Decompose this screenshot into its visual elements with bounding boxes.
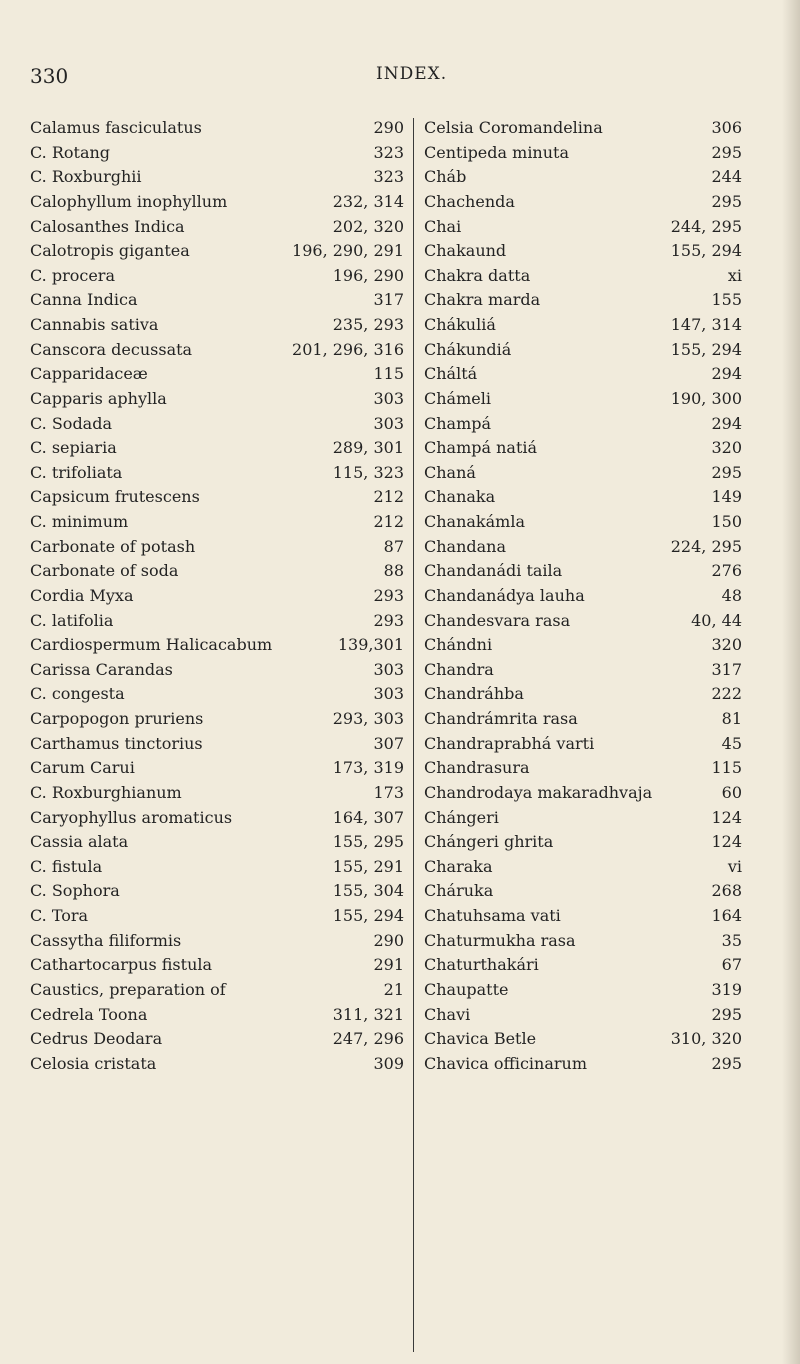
index-term: Charaka [424, 856, 493, 876]
index-page-refs: 307 [373, 733, 404, 753]
index-page-refs: 306 [711, 118, 742, 137]
index-page-refs: 155, 291 [332, 856, 404, 876]
index-page-refs: 202, 320 [332, 216, 404, 236]
index-page-refs: 155, 294 [332, 906, 404, 925]
index-page-refs: 150 [711, 512, 742, 531]
index-term: Canna Indica [30, 290, 138, 310]
index-term: Chaupatte [424, 979, 509, 999]
index-page-refs: 323 [373, 167, 404, 187]
index-term: Chanaka [424, 487, 496, 507]
index-page-refs: 291 [373, 955, 404, 975]
index-term: Chandra [424, 659, 494, 679]
index-entry [30, 806, 404, 831]
index-entry [30, 510, 404, 535]
index-page-refs: 309 [373, 1053, 404, 1073]
page-number: 330 [30, 64, 69, 88]
index-page-refs: 21 [383, 979, 404, 999]
index-entry [30, 756, 404, 781]
index-entry [424, 338, 742, 363]
index-term: Calophyllum inophyllum [30, 191, 228, 211]
index-term: Chandrámrita rasa [424, 709, 578, 728]
index-term: Carum Carui [30, 758, 135, 778]
index-column-left [30, 116, 404, 1076]
index-term: Caustics, preparation of [30, 979, 226, 999]
index-page-refs: 173, 319 [332, 758, 404, 778]
index-entry [30, 707, 404, 732]
index-term: Chaturmukha rasa [424, 930, 576, 950]
index-page-refs: 201, 296, 316 [292, 339, 404, 359]
index-page-refs: 303 [373, 388, 404, 408]
running-head: INDEX. [376, 64, 448, 84]
index-page-refs: 295 [711, 142, 742, 162]
index-entry [424, 953, 742, 978]
index-term: Cassia alata [30, 832, 129, 852]
index-term: Calotropis gigantea [30, 241, 190, 261]
index-page-refs: 124 [711, 807, 742, 827]
index-term: C. Roxburghianum [30, 782, 182, 802]
index-page-refs: 268 [711, 881, 742, 901]
index-column-right [424, 116, 742, 1076]
index-entry [424, 756, 742, 781]
index-term: C. Roxburghii [30, 167, 142, 187]
index-page-refs: 303 [373, 659, 404, 679]
index-page-refs: 317 [711, 659, 742, 679]
index-entry [30, 436, 404, 461]
index-page-refs: 293 [373, 585, 404, 605]
index-term: C. latifolia [30, 610, 114, 630]
index-entry [30, 1003, 404, 1028]
index-page-refs: 173 [373, 782, 404, 802]
index-term: C. Rotang [30, 142, 111, 162]
index-page-refs: 320 [711, 438, 742, 458]
index-term: Cedrela Toona [30, 1004, 148, 1024]
index-term: Chángeri [424, 807, 499, 827]
index-term: Chándni [424, 635, 493, 655]
index-page-refs: 155, 295 [332, 832, 404, 852]
index-term: Cháltá [424, 364, 478, 384]
index-page-refs: 45 [721, 733, 742, 753]
index-entry [30, 830, 404, 855]
index-page-refs: 293, 303 [332, 709, 404, 728]
index-entry [30, 461, 404, 486]
index-page-refs: 88 [383, 561, 404, 581]
index-page-refs: 303 [373, 684, 404, 704]
index-page-refs: 212 [373, 487, 404, 507]
index-page-refs: 149 [711, 487, 742, 507]
index-entry [424, 929, 742, 954]
index-page-refs: 155, 294 [670, 339, 742, 359]
index-page-refs: 317 [373, 290, 404, 310]
index-entry [424, 707, 742, 732]
index-page-refs: 40, 44 [691, 610, 742, 630]
index-entry [424, 559, 742, 584]
index-entry [30, 1027, 404, 1052]
index-term: C. Tora [30, 906, 89, 925]
index-term: C. Sophora [30, 881, 120, 901]
index-term: Carbonate of soda [30, 561, 179, 581]
index-term: C. Sodada [30, 413, 112, 433]
index-term: Chavica officinarum [424, 1053, 587, 1073]
index-entry [424, 978, 742, 1003]
index-entry [424, 288, 742, 313]
index-entry [424, 510, 742, 535]
index-term: Chai [424, 216, 462, 236]
index-page-refs: 295 [711, 462, 742, 482]
index-entry [30, 313, 404, 338]
index-page-refs: 295 [711, 191, 742, 211]
index-entry [30, 412, 404, 437]
index-entry [424, 855, 742, 880]
index-term: Chákundiá [424, 339, 512, 359]
index-page-refs: 164 [711, 906, 742, 925]
index-page-refs: 115 [373, 364, 404, 384]
index-term: Chandana [424, 536, 507, 556]
page-edge-shadow [782, 0, 800, 1364]
index-entry [424, 1003, 742, 1028]
index-page-refs: 196, 290 [332, 265, 404, 285]
index-page-refs: 155 [711, 290, 742, 310]
index-page-refs: 294 [711, 413, 742, 433]
index-page-refs: 294 [711, 364, 742, 384]
index-entry [30, 855, 404, 880]
index-term: Cathartocarpus fistula [30, 955, 213, 975]
index-entry [30, 190, 404, 215]
index-entry [424, 1052, 742, 1077]
index-page-refs: 319 [711, 979, 742, 999]
index-entry [30, 165, 404, 190]
index-entry [424, 658, 742, 683]
index-term: Cháruka [424, 881, 494, 901]
index-page-refs: 320 [711, 635, 742, 655]
index-page-refs: 155, 304 [332, 881, 404, 901]
index-page-refs: 87 [383, 536, 404, 556]
index-page-refs: 290 [373, 930, 404, 950]
index-term: Celsia Coromandelina [424, 118, 603, 137]
index-page-refs: 139,301 [337, 635, 404, 655]
index-entry [424, 806, 742, 831]
index-entry [30, 535, 404, 560]
index-entry [424, 732, 742, 757]
index-entry [424, 215, 742, 240]
index-entry [30, 288, 404, 313]
index-entry [30, 682, 404, 707]
index-entry [30, 338, 404, 363]
index-term: Chaturthakári [424, 955, 539, 975]
index-term: Chandanádi taila [424, 561, 563, 581]
index-entry [30, 732, 404, 757]
index-entry [424, 116, 742, 141]
index-entry [424, 387, 742, 412]
index-page-refs: 323 [373, 142, 404, 162]
index-term: Chakaund [424, 241, 507, 261]
index-page-refs: 276 [711, 561, 742, 581]
index-term: Chandanádya lauha [424, 585, 585, 605]
index-entry [30, 978, 404, 1003]
index-entry [30, 633, 404, 658]
index-page-refs: vi [727, 856, 742, 876]
index-page-refs: 289, 301 [332, 438, 404, 458]
index-term: Chanakámla [424, 512, 525, 531]
index-entry [424, 141, 742, 166]
index-term: Carpopogon pruriens [30, 709, 204, 728]
index-page-refs: 115, 323 [332, 462, 404, 482]
index-term: Capparidaceæ [30, 364, 148, 384]
index-page-refs: 124 [711, 832, 742, 852]
index-page-refs: 81 [721, 709, 742, 728]
index-page-refs: 244, 295 [670, 216, 742, 236]
index-page-refs: 155, 294 [670, 241, 742, 261]
index-term: Chandráhba [424, 684, 524, 704]
index-page-refs: 48 [721, 585, 742, 605]
index-page-refs: 244 [711, 167, 742, 187]
index-term: Caryophyllus aromaticus [30, 807, 233, 827]
index-entry [30, 387, 404, 412]
index-entry [424, 830, 742, 855]
index-page-refs: 232, 314 [332, 191, 404, 211]
index-page-refs: 303 [373, 413, 404, 433]
index-term: Chángeri ghrita [424, 832, 554, 852]
index-entry [30, 1052, 404, 1077]
index-page-refs: 35 [721, 930, 742, 950]
index-page-refs: 311, 321 [332, 1004, 404, 1024]
index-entry [30, 239, 404, 264]
index-term: Carthamus tinctorius [30, 733, 203, 753]
index-entry [30, 904, 404, 929]
index-entry [424, 904, 742, 929]
index-term: Chandrasura [424, 758, 530, 778]
index-entry [424, 879, 742, 904]
index-term: Chandraprabhá varti [424, 733, 595, 753]
page-header [0, 64, 800, 90]
index-entry [30, 953, 404, 978]
index-entry [424, 190, 742, 215]
index-term: Cardiospermum Halicacabum [30, 635, 273, 655]
index-entry [424, 165, 742, 190]
index-term: Capparis aphylla [30, 388, 167, 408]
column-divider [413, 118, 414, 1352]
index-term: Cordia Myxa [30, 585, 134, 605]
index-page-refs: 196, 290, 291 [292, 241, 404, 261]
index-entry [424, 264, 742, 289]
index-term: Chandrodaya makaradhvaja [424, 782, 653, 802]
index-term: Carbonate of potash [30, 536, 196, 556]
index-term: Chavi [424, 1004, 471, 1024]
index-entry [424, 313, 742, 338]
index-entry [30, 362, 404, 387]
index-entry [30, 658, 404, 683]
index-term: Centipeda minuta [424, 142, 570, 162]
index-term: Canscora decussata [30, 339, 193, 359]
index-entry [424, 1027, 742, 1052]
index-term: Champá [424, 413, 492, 433]
index-term: C. minimum [30, 512, 129, 531]
index-page-refs: 310, 320 [670, 1029, 742, 1049]
index-term: Cháb [424, 167, 467, 187]
index-term: Carissa Carandas [30, 659, 173, 679]
index-entry [30, 485, 404, 510]
index-entry [30, 584, 404, 609]
index-term: Chakra datta [424, 265, 531, 285]
index-term: Chatuhsama vati [424, 906, 561, 925]
index-page-refs: 190, 300 [670, 388, 742, 408]
index-page-refs: 290 [373, 118, 404, 137]
index-page-refs: 293 [373, 610, 404, 630]
index-page-refs: 115 [711, 758, 742, 778]
index-entry [424, 609, 742, 634]
index-entry [30, 116, 404, 141]
index-page-refs: 60 [721, 782, 742, 802]
index-entry [424, 461, 742, 486]
index-page-refs: 235, 293 [332, 315, 404, 334]
index-page-refs: 295 [711, 1004, 742, 1024]
index-entry [30, 781, 404, 806]
index-entry [424, 436, 742, 461]
index-entry [424, 412, 742, 437]
index-entry [30, 264, 404, 289]
index-term: Chákuliá [424, 315, 496, 334]
index-term: C. procera [30, 265, 115, 285]
index-page-refs: 147, 314 [670, 315, 742, 334]
index-entry [424, 682, 742, 707]
index-term: Capsicum frutescens [30, 487, 200, 507]
index-term: C. sepiaria [30, 438, 117, 458]
index-entry [30, 929, 404, 954]
index-page-refs: 164, 307 [332, 807, 404, 827]
index-page-refs: 224, 295 [670, 536, 742, 556]
index-term: C. congesta [30, 684, 125, 704]
index-term: Chámeli [424, 388, 491, 408]
index-term: Chandesvara rasa [424, 610, 571, 630]
index-page-refs: 222 [711, 684, 742, 704]
index-entry [30, 559, 404, 584]
index-entry [30, 879, 404, 904]
index-term: Chachenda [424, 191, 515, 211]
index-entry [30, 141, 404, 166]
index-page-refs: xi [727, 265, 742, 285]
index-term: Celosia cristata [30, 1053, 157, 1073]
index-entry [424, 362, 742, 387]
index-page-refs: 212 [373, 512, 404, 531]
index-entry [424, 535, 742, 560]
index-entry [30, 215, 404, 240]
index-entry [30, 609, 404, 634]
index-entry [424, 781, 742, 806]
index-term: Chaná [424, 462, 476, 482]
index-term: Cedrus Deodara [30, 1029, 163, 1049]
index-entry [424, 584, 742, 609]
index-entry [424, 239, 742, 264]
index-term: Calosanthes Indica [30, 216, 185, 236]
index-entry [424, 633, 742, 658]
index-term: Chavica Betle [424, 1029, 537, 1049]
index-entry [424, 485, 742, 510]
index-page-refs: 247, 296 [332, 1029, 404, 1049]
index-term: C. trifoliata [30, 462, 123, 482]
index-term: Champá natiá [424, 438, 538, 458]
index-page-refs: 67 [721, 955, 742, 975]
index-term: Calamus fasciculatus [30, 118, 202, 137]
index-term: Chakra marda [424, 290, 541, 310]
index-term: Cassytha filiformis [30, 930, 182, 950]
index-term: C. fistula [30, 856, 103, 876]
index-term: Cannabis sativa [30, 315, 159, 334]
index-page-refs: 295 [711, 1053, 742, 1073]
